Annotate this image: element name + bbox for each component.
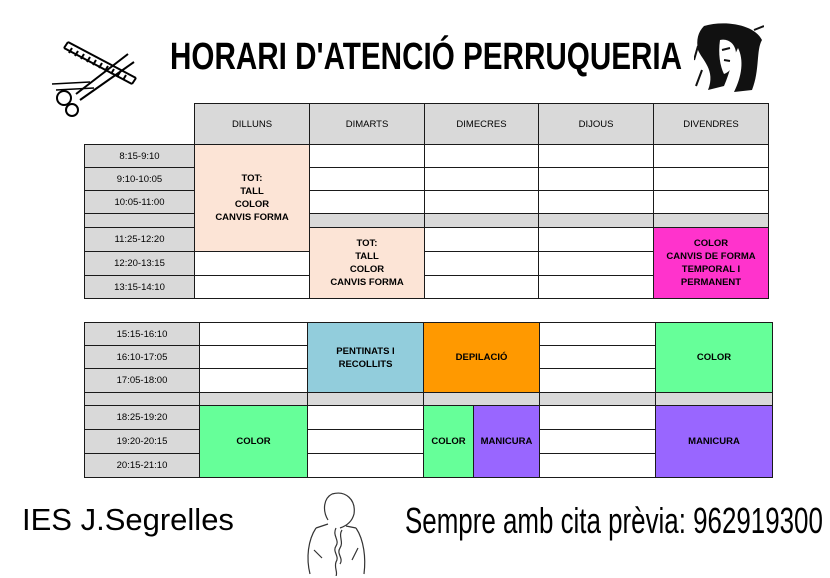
empty-cell <box>425 252 539 276</box>
time-slot: 13:15-14:10 <box>85 276 195 299</box>
divendres-color-block: COLOR <box>656 323 773 393</box>
empty-cell <box>654 168 769 191</box>
empty-cell <box>425 168 539 191</box>
empty-cell <box>195 276 310 299</box>
time-slot: 11:25-12:20 <box>85 228 195 252</box>
dilluns-block <box>195 145 310 252</box>
empty-cell <box>310 168 425 191</box>
empty-cell <box>540 369 656 393</box>
time-slot: 15:15-16:10 <box>85 323 200 346</box>
break-row <box>308 393 424 406</box>
empty-cell <box>540 454 656 478</box>
block-line: PENTINATS I <box>336 345 395 357</box>
block-line: RECOLLITS <box>338 358 393 370</box>
time-slot: 16:10-17:05 <box>85 346 200 369</box>
break-row <box>85 214 195 228</box>
empty-cell <box>539 228 654 252</box>
empty-cell <box>310 145 425 168</box>
time-slot: 19:20-20:15 <box>85 430 200 454</box>
block-line: TOT: <box>356 238 378 249</box>
break-row <box>310 214 425 228</box>
divendres-morning-block <box>654 228 769 299</box>
empty-cell <box>310 191 425 214</box>
time-slot: 8:15-9:10 <box>85 145 195 168</box>
dilluns-color-block: COLOR <box>200 406 308 478</box>
time-slot: 10:05-11:00 <box>85 191 195 214</box>
day-header-dimarts: DIMARTS <box>310 104 425 145</box>
pentinats-block <box>308 323 424 393</box>
corner-cell <box>85 104 195 145</box>
empty-cell <box>425 228 539 252</box>
time-slot: 20:15-21:10 <box>85 454 200 478</box>
empty-cell <box>654 145 769 168</box>
block-line: COLOR <box>693 238 729 249</box>
empty-cell <box>540 406 656 430</box>
break-row <box>540 393 656 406</box>
empty-cell <box>540 430 656 454</box>
break-row <box>656 393 773 406</box>
block-line: PERMANENT <box>680 277 742 288</box>
empty-cell <box>195 252 310 276</box>
empty-cell <box>539 276 654 299</box>
page-title: HORARI D'ATENCIÓ PERRUQUERIA <box>170 36 683 78</box>
block-line: TALL <box>355 251 379 262</box>
empty-cell <box>308 406 424 430</box>
time-slot: 9:10-10:05 <box>85 168 195 191</box>
day-header-dimecres: DIMECRES <box>425 104 539 145</box>
school-name: IES J.Segrelles <box>22 502 234 537</box>
break-row <box>424 393 540 406</box>
empty-cell <box>540 346 656 369</box>
block-line: CANVIS FORMA <box>330 277 404 288</box>
block-line: CANVIS DE FORMA <box>666 251 756 262</box>
time-slot: 18:25-19:20 <box>85 406 200 430</box>
dimecres-color-block: COLOR <box>424 406 474 478</box>
empty-cell <box>425 145 539 168</box>
time-slot: 17:05-18:00 <box>85 369 200 393</box>
block-line: TOT: <box>241 173 263 184</box>
empty-cell <box>425 276 539 299</box>
empty-cell <box>539 168 654 191</box>
morning-schedule-table <box>84 103 769 299</box>
empty-cell <box>425 191 539 214</box>
block-line: TEMPORAL I <box>681 264 741 275</box>
empty-cell <box>200 346 308 369</box>
day-header-divendres: DIVENDRES <box>654 104 769 145</box>
break-row <box>425 214 539 228</box>
appointment-text: Sempre amb cita prèvia: 962919300 <box>405 500 823 541</box>
dimarts-block <box>310 228 425 299</box>
empty-cell <box>539 191 654 214</box>
block-line: COLOR <box>349 264 385 275</box>
break-row <box>85 393 200 406</box>
empty-cell <box>308 430 424 454</box>
block-line: COLOR <box>234 199 270 210</box>
dimecres-manicura-block: MANICURA <box>474 406 540 478</box>
empty-cell <box>654 191 769 214</box>
day-header-dilluns: DILLUNS <box>195 104 310 145</box>
afternoon-schedule-table <box>84 322 773 478</box>
divendres-manicura-block: MANICURA <box>656 406 773 478</box>
day-header-dijous: DIJOUS <box>539 104 654 145</box>
block-line: TALL <box>240 186 264 197</box>
empty-cell <box>200 323 308 346</box>
empty-cell <box>539 145 654 168</box>
empty-cell <box>308 454 424 478</box>
woman-face-icon <box>694 20 764 92</box>
block-line: CANVIS FORMA <box>215 212 289 223</box>
braid-girl-icon <box>302 488 372 576</box>
time-slot: 12:20-13:15 <box>85 252 195 276</box>
break-row <box>654 214 769 228</box>
empty-cell <box>540 323 656 346</box>
break-row <box>200 393 308 406</box>
break-row <box>539 214 654 228</box>
empty-cell <box>200 369 308 393</box>
depilacio-block: DEPILACIÓ <box>424 323 540 393</box>
